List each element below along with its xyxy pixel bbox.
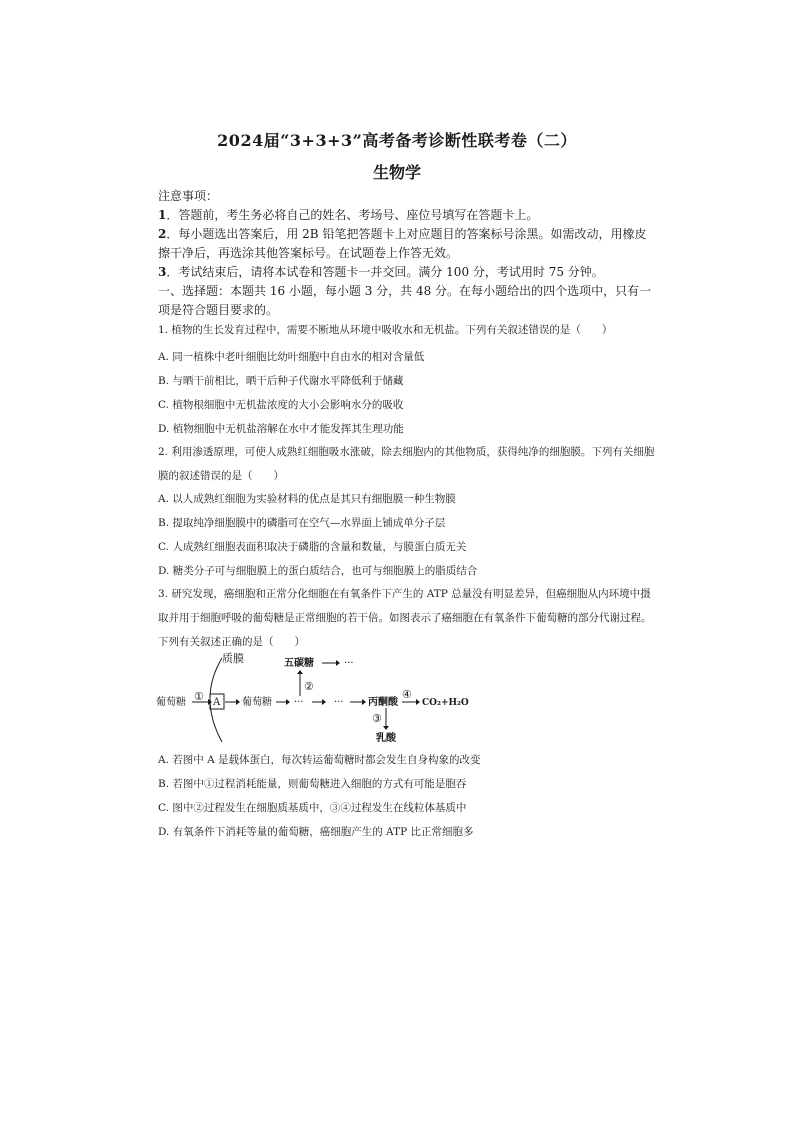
arrowhead-icon	[362, 699, 366, 705]
step-3-label: ③	[372, 712, 382, 725]
question-stem: 2. 利用渗透原理，可使人成熟红细胞吸水涨破，除去细胞内的其他物质，获得纯净的细胞膜。下列有关细胞膜的叙述错误的是（ ）	[158, 446, 655, 482]
q1-option-a: A. 同一植株中老叶细胞比幼叶细胞中自由水的相对含量低	[158, 351, 425, 363]
metabolism-diagram	[150, 650, 480, 745]
question-2-stem	[158, 440, 658, 488]
arrowhead-icon	[236, 699, 240, 705]
exam-subject: 生物学	[372, 163, 421, 182]
arrowhead-icon	[416, 699, 420, 705]
pyruvate-label: 丙酮酸	[368, 697, 398, 708]
question-stem: 3. 研究发现，癌细胞和正常分化细胞在有氧条件下产生的 ATP 总量没有明显差异，但癌细胞从内环境中摄取并用于细胞呼吸的葡萄糖是正常细胞的若干倍。如图表示了癌细胞在有氧条件下葡萄糖的部分代谢过程。下列有关叙述正确的是（ ）	[158, 588, 652, 648]
arrowhead-icon	[322, 699, 326, 705]
exam-title: 2024届“3+3+3”高考备考诊断性联考卷（二）	[217, 131, 577, 150]
note-num: 2	[158, 227, 167, 241]
question-1-stem	[158, 318, 658, 342]
note-num: 3	[158, 265, 167, 279]
dots-3: ···	[344, 658, 354, 669]
note-item-2	[158, 225, 658, 263]
q2-option-a: A. 以人成熟红细胞为实验材料的优点是其只有细胞膜一种生物膜	[158, 493, 456, 505]
membrane-label: 质膜	[222, 652, 244, 665]
pentose-label: 五碳糖	[284, 658, 314, 669]
question-3-stem	[158, 582, 658, 654]
lactate-label: 乳酸	[376, 733, 396, 744]
arrowhead-icon	[383, 726, 389, 730]
glucose-inside-label: 葡萄糖	[242, 697, 272, 708]
dots-2: ···	[334, 697, 344, 708]
q2-option-c: C. 人成熟红细胞表面积取决于磷脂的含量和数量，与膜蛋白质无关	[158, 541, 467, 553]
notes-section	[158, 187, 658, 320]
step-2-label: ②	[304, 680, 314, 693]
notes-heading: 注意事项：	[158, 189, 219, 203]
step-1-label: ①	[194, 690, 204, 703]
product-label: CO₂+H₂O	[422, 698, 469, 708]
dots-1: ···	[294, 697, 304, 708]
note-item-3	[158, 263, 658, 282]
note-num: 1	[158, 208, 167, 222]
glucose-outside-label: 葡萄糖	[156, 697, 186, 708]
note-text: ．答题前，考生务必将自己的姓名、考场号、座位号填写在答题卡上。	[166, 208, 539, 222]
q1-option-c: C. 植物根细胞中无机盐浓度的大小会影响水分的吸收	[158, 399, 404, 411]
q1-option-b: B. 与晒干前相比，晒干后种子代谢水平降低利于储藏	[158, 375, 404, 387]
arrowhead-icon	[286, 699, 290, 705]
q3-option-d: D. 有氧条件下消耗等量的葡萄糖，癌细胞产生的 ATP 比正常细胞多	[158, 826, 474, 838]
q3-option-a: A. 若图中 A 是载体蛋白，每次转运葡萄糖时都会发生自身构象的改变	[158, 754, 481, 766]
note-text: ．每小题选出答案后，用 2B 铅笔把答题卡上对应题目的答案标号涂黑。如需改动，用橡皮擦干净后，再选涂其他答案标号。在试题卷上作答无效。	[158, 227, 647, 260]
q3-option-b: B. 若图中①过程消耗能量，则葡萄糖进入细胞的方式有可能是胞吞	[158, 778, 467, 790]
question-stem: 1. 植物的生长发育过程中，需要不断地从环境中吸收水和无机盐。下列有关叙述错误的是（ ）	[158, 324, 613, 336]
carrier-label: A	[213, 697, 221, 708]
arrowhead-icon	[297, 670, 303, 674]
step-4-label: ④	[402, 688, 412, 701]
q2-option-b: B. 提取纯净细胞膜中的磷脂可在空气—水界面上铺成单分子层	[158, 517, 446, 529]
arrowhead-icon	[336, 660, 340, 666]
q1-option-d: D. 植物细胞中无机盐溶解在水中才能发挥其生理功能	[158, 423, 404, 435]
q2-option-d: D. 糖类分子可与细胞膜上的蛋白质结合，也可与细胞膜上的脂质结合	[158, 565, 478, 577]
note-text: ．考试结束后，请将本试卷和答题卡一并交回。满分 100 分，考试用时 75 分钟。	[166, 265, 604, 279]
q3-option-c: C. 图中②过程发生在细胞质基质中，③④过程发生在线粒体基质中	[158, 802, 467, 814]
section-heading: 一、选择题：本题共 16 小题，每小题 3 分，共 48 分。在每小题给出的四个选项中，只有一项是符合题目要求的。	[158, 284, 652, 317]
note-item-1	[158, 206, 658, 225]
